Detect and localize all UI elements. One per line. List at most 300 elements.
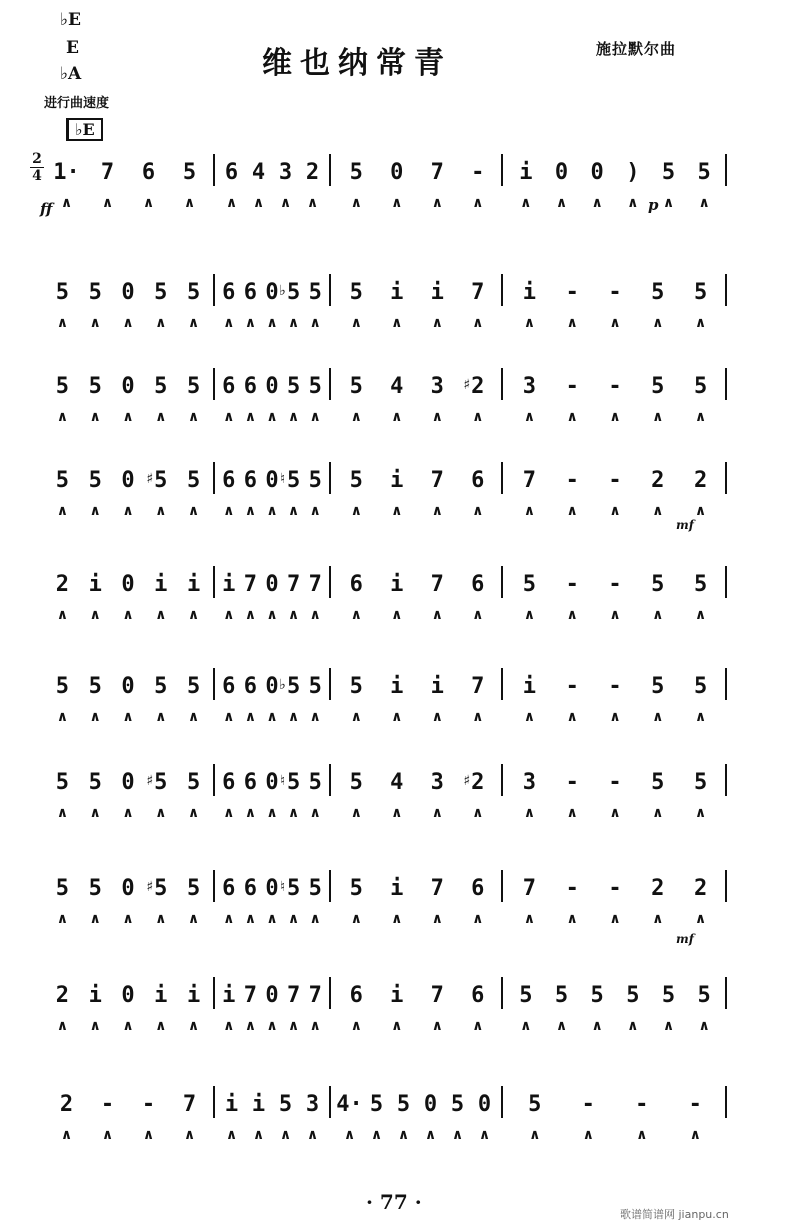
articulation-mark: ∧: [472, 503, 484, 519]
articulation-mark: ∧: [472, 607, 484, 623]
note: -: [608, 280, 622, 305]
articulation-mark: ∧: [391, 195, 403, 211]
note: 6: [243, 374, 258, 399]
articulation-mark: ∧: [472, 195, 484, 211]
note: 5: [590, 983, 604, 1008]
articulation-mark: ∧: [370, 1127, 383, 1143]
articulation-mark: ∧: [266, 911, 278, 927]
note: -: [565, 374, 579, 399]
articulation-mark: ∧: [122, 805, 134, 821]
note: i: [154, 572, 168, 597]
note: 3: [430, 374, 444, 399]
articulation-mark: ∧: [56, 607, 69, 623]
articulation-mark: ∧: [225, 195, 238, 211]
note: 7: [430, 983, 444, 1008]
note: 7: [243, 983, 258, 1008]
articulation-mark: ∧: [609, 805, 621, 821]
articulation-mark: ∧: [350, 1018, 362, 1034]
articulation-mark: ∧: [252, 195, 265, 211]
note: 5: [286, 674, 301, 699]
note: 5: [88, 770, 102, 795]
note: -: [688, 1092, 702, 1117]
articulation-mark: ∧: [309, 911, 321, 927]
note: i: [390, 983, 404, 1008]
articulation-mark: ∧: [397, 1127, 410, 1143]
articulation-mark: ∧: [566, 503, 578, 519]
note: i: [390, 674, 404, 699]
note: i: [522, 280, 537, 305]
articulation-mark: ∧: [89, 503, 101, 519]
barline: [329, 764, 331, 796]
note: 5: [308, 674, 322, 699]
barline: [329, 1086, 331, 1118]
note: 2: [471, 374, 485, 399]
barline: [725, 870, 727, 902]
note: 0: [121, 468, 135, 493]
articulation-mark: ∧: [56, 1018, 69, 1034]
articulation-mark: ∧: [89, 911, 101, 927]
note: 2: [305, 160, 320, 185]
articulation-mark: ∧: [694, 409, 707, 425]
note: 2: [55, 572, 70, 597]
note: 6: [222, 280, 236, 305]
articulation-mark: ∧: [244, 315, 257, 331]
note: -: [565, 674, 579, 699]
articulation-mark: ∧: [523, 315, 536, 331]
articulation-mark: ∧: [431, 911, 443, 927]
note: 5: [519, 983, 533, 1008]
note: 0: [554, 160, 569, 185]
barline: [329, 154, 331, 186]
note: 6: [471, 572, 485, 597]
accidental: ♮: [280, 879, 286, 895]
articulation-mark: ∧: [122, 911, 134, 927]
articulation-mark: ∧: [56, 315, 69, 331]
articulation-mark: ∧: [472, 911, 484, 927]
articulation-mark: ∧: [187, 709, 200, 725]
accidental: ♯: [146, 773, 154, 789]
note: 4: [390, 374, 404, 399]
articulation-mark: ∧: [309, 503, 321, 519]
note: 3: [522, 770, 537, 795]
note: 5: [308, 374, 322, 399]
articulation-mark: ∧: [266, 1018, 278, 1034]
note: 5: [308, 770, 322, 795]
articulation-mark: ∧: [266, 805, 278, 821]
note: 5: [186, 468, 201, 493]
articulation-mark: ∧: [391, 805, 403, 821]
articulation-mark: ∧: [472, 1018, 484, 1034]
note: i: [224, 1092, 239, 1117]
articulation-mark: ∧: [694, 709, 707, 725]
note: i: [390, 280, 404, 305]
accidental: ♯: [146, 879, 154, 895]
note: -: [565, 770, 579, 795]
articulation-mark: ∧: [142, 1127, 155, 1143]
articulation-mark: ∧: [391, 911, 403, 927]
note: 4: [251, 160, 266, 185]
note: 0: [477, 1092, 492, 1117]
note: 0: [121, 876, 135, 901]
articulation-mark: ∧: [566, 805, 578, 821]
articulation-mark: ∧: [582, 1127, 594, 1143]
articulation-mark: ∧: [56, 409, 69, 425]
articulation-mark: ∧: [694, 607, 707, 623]
note: i: [519, 160, 533, 185]
note: 6: [222, 468, 236, 493]
articulation-mark: ∧: [287, 409, 300, 425]
articulation-mark: ∧: [155, 805, 167, 821]
articulation-mark: ∧: [472, 315, 484, 331]
barline: [501, 462, 503, 494]
barline: [501, 764, 503, 796]
note: i: [88, 572, 102, 597]
articulation-mark: ∧: [287, 805, 300, 821]
articulation-mark: ∧: [609, 503, 621, 519]
note: 5: [88, 876, 102, 901]
note: 0: [265, 876, 279, 901]
articulation-mark: ∧: [187, 409, 200, 425]
note: -: [471, 160, 485, 185]
articulation-mark: ∧: [309, 805, 321, 821]
articulation-mark: ∧: [89, 709, 101, 725]
note: 5: [186, 280, 201, 305]
note: i: [522, 674, 537, 699]
articulation-mark: ∧: [627, 1018, 639, 1034]
note: 5: [349, 674, 363, 699]
note: i: [222, 572, 236, 597]
articulation-mark: ∧: [555, 1018, 568, 1034]
articulation-mark: ∧: [520, 1018, 532, 1034]
articulation-mark: ∧: [652, 607, 664, 623]
note: 2: [471, 770, 485, 795]
articulation-mark: ∧: [652, 503, 664, 519]
note: -: [608, 468, 622, 493]
note: -: [635, 1092, 649, 1117]
barline: [725, 154, 727, 186]
articulation-mark: ∧: [244, 607, 257, 623]
note: i: [88, 983, 102, 1008]
note: i: [186, 983, 201, 1008]
articulation-mark: ∧: [627, 195, 639, 211]
note: i: [430, 674, 444, 699]
time-signature-top: 2: [32, 151, 42, 167]
note: 1·: [53, 160, 80, 185]
note: 2: [651, 876, 665, 901]
time-signature-bottom: 4: [32, 168, 42, 184]
note: -: [565, 876, 579, 901]
articulation-mark: ∧: [472, 409, 484, 425]
articulation-mark: ∧: [60, 1127, 73, 1143]
articulation-mark: ∧: [122, 1018, 134, 1034]
note: 6: [349, 983, 363, 1008]
articulation-mark: ∧: [391, 315, 403, 331]
note: i: [430, 280, 444, 305]
articulation-mark: ∧: [694, 911, 707, 927]
articulation-mark: ∧: [652, 805, 664, 821]
accidental: ♯: [463, 773, 471, 789]
articulation-mark: ∧: [520, 195, 532, 211]
note: 7: [430, 160, 444, 185]
articulation-mark: ∧: [244, 805, 257, 821]
note: 3: [305, 1092, 320, 1117]
note: 5: [661, 160, 676, 185]
note: 5: [186, 770, 201, 795]
articulation-mark: ∧: [287, 607, 300, 623]
note: 7: [471, 280, 485, 305]
articulation-mark: ∧: [472, 805, 484, 821]
articulation-mark: ∧: [350, 709, 362, 725]
note: 5: [55, 770, 70, 795]
articulation-mark: ∧: [287, 709, 300, 725]
barline: [501, 274, 503, 306]
note: 7: [100, 160, 115, 185]
articulation-mark: ∧: [523, 911, 536, 927]
note: 5: [55, 468, 70, 493]
articulation-mark: ∧: [566, 911, 578, 927]
articulation-mark: ∧: [472, 709, 484, 725]
articulation-mark: ∧: [223, 709, 235, 725]
articulation-mark: ∧: [142, 195, 155, 211]
articulation-mark: ∧: [555, 195, 568, 211]
note: 5: [182, 160, 197, 185]
page-number: · 77 ·: [366, 1190, 422, 1214]
note: 5: [154, 876, 168, 901]
articulation-mark: ∧: [244, 503, 257, 519]
note: 5: [693, 374, 708, 399]
tempo-marking: 进行曲速度: [44, 96, 110, 111]
articulation-mark: ∧: [187, 911, 200, 927]
articulation-mark: ∧: [122, 409, 134, 425]
articulation-mark: ∧: [431, 709, 443, 725]
note: 0: [265, 770, 279, 795]
note: 5: [450, 1092, 465, 1117]
note: -: [565, 280, 579, 305]
note: i: [390, 468, 404, 493]
note: 5: [697, 983, 711, 1008]
note: i: [251, 1092, 266, 1117]
note: 6: [243, 674, 258, 699]
note: 0: [390, 160, 404, 185]
note: 0: [265, 572, 279, 597]
note: 7: [308, 983, 322, 1008]
note: 2: [693, 876, 708, 901]
articulation-mark: ∧: [60, 195, 73, 211]
note: -: [565, 572, 579, 597]
note: 5: [693, 674, 708, 699]
barline: [501, 977, 503, 1009]
articulation-mark: ∧: [266, 503, 278, 519]
note: 5: [693, 572, 708, 597]
barline: [329, 870, 331, 902]
note: 5: [349, 160, 363, 185]
articulation-mark: ∧: [223, 911, 235, 927]
articulation-mark: ∧: [698, 1018, 710, 1034]
composer-credit: 施拉默尔曲: [596, 40, 677, 58]
barline: [213, 154, 215, 186]
note: -: [608, 876, 622, 901]
articulation-mark: ∧: [636, 1127, 648, 1143]
note: 7: [430, 468, 444, 493]
articulation-mark: ∧: [183, 195, 196, 211]
articulation-mark: ∧: [155, 503, 167, 519]
articulation-mark: ∧: [350, 195, 362, 211]
note: 2: [59, 1092, 74, 1117]
articulation-mark: ∧: [223, 503, 235, 519]
note: 5: [154, 374, 168, 399]
note: 6: [471, 468, 485, 493]
note: 0: [121, 983, 135, 1008]
articulation-mark: ∧: [279, 1127, 292, 1143]
note: i: [186, 572, 201, 597]
articulation-mark: ∧: [662, 1018, 675, 1034]
note: 7: [182, 1092, 197, 1117]
articulation-mark: ∧: [350, 315, 362, 331]
articulation-mark: ∧: [89, 805, 101, 821]
accidental: ♭: [279, 283, 286, 299]
key-signature-3: ♭A: [60, 64, 82, 84]
note: 5: [369, 1092, 384, 1117]
articulation-mark: ∧: [478, 1127, 491, 1143]
barline: [501, 154, 503, 186]
note: 5: [308, 280, 322, 305]
note: -: [608, 770, 622, 795]
articulation-mark: ∧: [187, 805, 200, 821]
articulation-mark: ∧: [155, 607, 167, 623]
note: i: [154, 983, 168, 1008]
note: 6: [222, 374, 236, 399]
articulation-mark: ∧: [652, 709, 664, 725]
barline: [725, 274, 727, 306]
articulation-mark: ∧: [431, 195, 443, 211]
accidental: ♯: [463, 377, 471, 393]
articulation-mark: ∧: [350, 503, 362, 519]
articulation-mark: ∧: [287, 911, 300, 927]
note: 6: [141, 160, 156, 185]
barline: [329, 566, 331, 598]
articulation-mark: ∧: [523, 607, 536, 623]
note: 3: [522, 374, 537, 399]
key-signature-1: ♭E: [60, 10, 81, 30]
articulation-mark: ∧: [529, 1127, 541, 1143]
note: 5: [349, 374, 363, 399]
articulation-mark: ∧: [309, 315, 321, 331]
page-title: 维也纳常青: [262, 46, 452, 81]
note: 5: [88, 674, 102, 699]
note: 7: [286, 572, 301, 597]
note: 5: [186, 374, 201, 399]
articulation-mark: ∧: [223, 1018, 235, 1034]
articulation-mark: ∧: [155, 1018, 167, 1034]
note: 6: [243, 468, 258, 493]
articulation-mark: ∧: [56, 805, 69, 821]
articulation-mark: ∧: [89, 607, 101, 623]
articulation-mark: ∧: [391, 709, 403, 725]
note: 2: [55, 983, 70, 1008]
note: 0: [590, 160, 604, 185]
articulation-mark: ∧: [662, 195, 675, 211]
note: 7: [471, 674, 485, 699]
articulation-mark: ∧: [591, 195, 603, 211]
barline: [725, 668, 727, 700]
note: -: [608, 572, 622, 597]
note: 5: [626, 983, 640, 1008]
articulation-mark: ∧: [89, 1018, 101, 1034]
articulation-mark: ∧: [689, 1127, 701, 1143]
articulation-mark: ∧: [431, 409, 443, 425]
note: 5: [278, 1092, 293, 1117]
articulation-mark: ∧: [431, 805, 443, 821]
note: 5: [308, 876, 322, 901]
note: 5: [88, 374, 102, 399]
note: -: [581, 1092, 595, 1117]
articulation-mark: ∧: [287, 1018, 300, 1034]
note: 5: [697, 160, 711, 185]
articulation-mark: ∧: [609, 409, 621, 425]
key-signature-2: E: [66, 38, 79, 58]
dynamic-marking-p: p: [648, 196, 659, 214]
articulation-mark: ∧: [287, 315, 300, 331]
articulation-mark: ∧: [698, 195, 710, 211]
barline: [725, 977, 727, 1009]
articulation-mark: ∧: [694, 503, 707, 519]
barline: [725, 1086, 727, 1118]
articulation-mark: ∧: [694, 805, 707, 821]
articulation-mark: ∧: [101, 195, 114, 211]
note: 5: [349, 876, 363, 901]
note: 0: [265, 374, 279, 399]
articulation-mark: ∧: [187, 1018, 200, 1034]
note: 6: [243, 770, 258, 795]
articulation-mark: ∧: [343, 1127, 356, 1143]
note: 4: [390, 770, 404, 795]
note: 0: [265, 280, 279, 305]
articulation-mark: ∧: [155, 315, 167, 331]
section-key-box: ♭E: [66, 118, 103, 141]
note: 4·: [336, 1092, 363, 1117]
note: -: [608, 374, 622, 399]
note: 0: [121, 674, 135, 699]
articulation-mark: ∧: [279, 195, 292, 211]
note: 7: [430, 876, 444, 901]
note: 5: [349, 770, 363, 795]
articulation-mark: ∧: [431, 503, 443, 519]
articulation-mark: ∧: [183, 1127, 196, 1143]
barline: [725, 764, 727, 796]
barline: [725, 566, 727, 598]
articulation-mark: ∧: [391, 1018, 403, 1034]
note: 5: [286, 280, 301, 305]
articulation-mark: ∧: [122, 607, 134, 623]
barline: [725, 462, 727, 494]
articulation-mark: ∧: [591, 1018, 603, 1034]
articulation-mark: ∧: [350, 409, 362, 425]
note: 5: [286, 374, 301, 399]
articulation-mark: ∧: [609, 709, 621, 725]
articulation-mark: ∧: [223, 315, 235, 331]
articulation-mark: ∧: [89, 315, 101, 331]
barline: [213, 1086, 215, 1118]
articulation-mark: ∧: [122, 315, 134, 331]
articulation-mark: ∧: [350, 911, 362, 927]
articulation-mark: ∧: [391, 503, 403, 519]
barline: [329, 274, 331, 306]
note: 5: [154, 468, 168, 493]
note: 5: [286, 876, 301, 901]
note: 5: [651, 674, 665, 699]
note: 6: [243, 876, 258, 901]
note: 6: [471, 876, 485, 901]
